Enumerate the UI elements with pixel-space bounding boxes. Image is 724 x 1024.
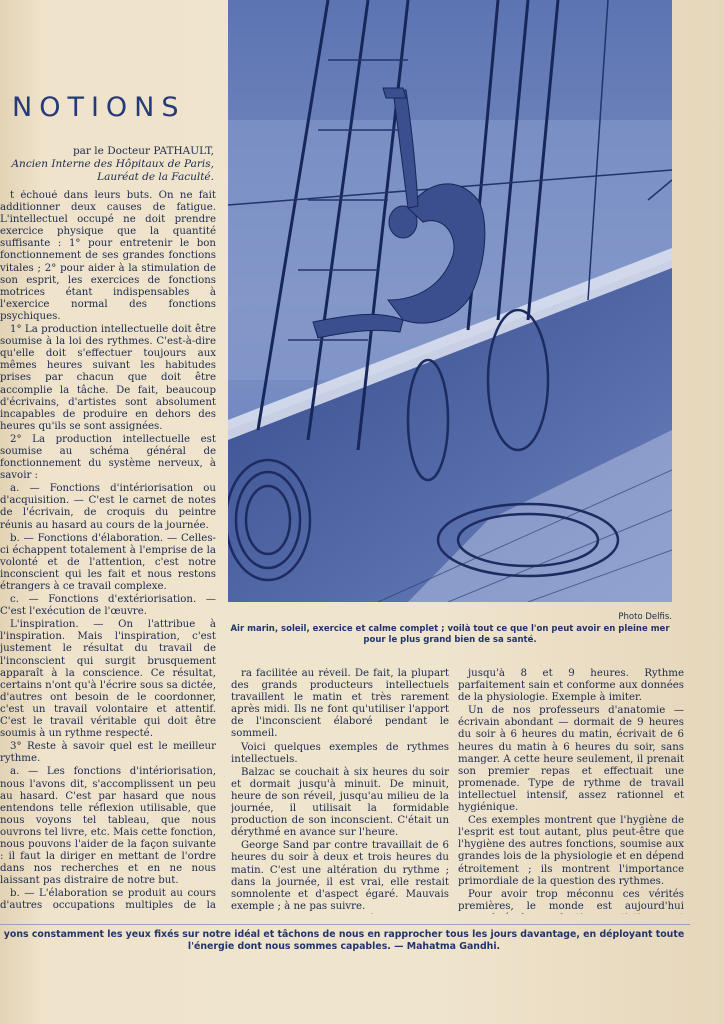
author-award: Lauréat de la Faculté.	[97, 171, 214, 183]
paragraph: jusqu'à 8 et 9 heures. Rythme parfaitement sain et conforme aux données de la physiologie. Exemple à imiter.	[458, 668, 684, 704]
author-name: par le Docteur PATHAULT,	[72, 145, 214, 157]
paragraph: Voici quelques exemples de rythmes intellectuels.	[231, 741, 449, 765]
photo-caption: Air marin, soleil, exercice et calme complet ; voilà tout ce que l'on peut avoir en pleine mer pour le plus grand bien de sa santé.	[230, 624, 670, 645]
paragraph: ra facilitée au réveil. De fait, la plupart des grands producteurs intellectuels travaillent le matin et très rarement après midi. Ils ne font qu'utiliser l'apport de l'inconscient élaboré pendant le sommeil.	[231, 668, 449, 740]
author-credential: Ancien Interne des Hôpitaux de Paris,	[11, 158, 214, 170]
paragraph: c. — Fonctions d'extériorisation. — C'est l'exécution de l'œuvre.	[0, 594, 216, 618]
divider	[0, 924, 690, 925]
author-byline	[0, 145, 214, 184]
paragraph: b. — Fonctions d'élaboration. — Celles-ci échappent totalement à l'emprise de la volonté et de l'attention, c'est notre inconscient qui les fait et nous restons étrangers à ce travail complexe.	[0, 532, 216, 592]
paragraph: Pour avoir trop méconnu ces vérités premières, le monde est aujourd'hui	[458, 888, 684, 912]
paragraph: a. — Fonctions d'intériorisation ou d'acquisition. — C'est le carnet de notes de l'écrivain, de croquis du peintre réunis au hasard au cours de la journée.	[0, 483, 216, 531]
paragraph: Ces exemples montrent que l'hygiène de l'esprit est tout autant, plus peut-être que l'hygiène des autres fonctions, soumise aux grandes lois de la physiologie et en dépend étroitement ; ils montrent l'importance primordiale de la question des rythmes.	[458, 815, 684, 887]
text-column-2	[231, 668, 449, 914]
article-title: NOTIONS	[12, 92, 186, 124]
paragraph: George Sand par contre travaillait de 6 heures du soir à deux et trois heures du matin. C'est une altération du rythme ; dans la journée, il est vrai, elle restait somnolente et d'aspect égaré. Mauvais exemple ; à ne pas suivre.	[231, 840, 449, 912]
photo-credit: Photo Delfis.	[618, 612, 672, 622]
paragraph: L'inspiration. — On l'attribue à l'inspiration. Mais l'inspiration, c'est justement le résultat du travail de l'inconscient qui surgit brusquement apparaît à la conscience. Ce résultat, certains n'ont qu'à l'écrire sous sa dictée, d'autres ont besoin de le coordonner, c'est un travail volontaire et attentif. C'est le travail véritable qui doit être soumis à un rythme respecté.	[0, 619, 216, 740]
paragraph: 2° La production intellectuelle est soumise au schéma général de fonctionnement du système nerveux, à savoir :	[0, 433, 216, 482]
paragraph: 3° Reste à savoir quel est le meilleur rythme.	[0, 741, 216, 765]
paragraph: a. — Les fonctions d'intériorisation, nous l'avons dit, s'accomplissent un peu au hasard. C'est par hasard que nous entendons telle réflexion utilisable, que nous voyons tel tableau, que nous ouvrons tel livre, etc. Mais cette fonction, nous pouvons l'aider de la façon suivante : il faut la diriger en mettant de l'ordre dans nos recherches et en ne nous laissant pas distraire de notre but.	[0, 766, 216, 887]
paragraph: 1° La production intellectuelle doit être soumise à la loi des rythmes. C'est-à-dire qu'elle doit s'effectuer toujours aux mêmes heures suivant les habitudes prises par chacun que doit être accomplie la tâche. De fait, beaucoup d'écrivains, d'artistes sont absolument incapables de produire en dehors des heures qu'ils se sont assignées.	[0, 324, 216, 432]
footer-quote: yons constamment les yeux fixés sur notre idéal et tâchons de nous en rapprocher tous les jours davantage, en déployant toute l'énergie dont nous sommes capables. — Mahatma Gandhi.	[3, 929, 685, 952]
paragraph: t échoué dans leurs buts. On ne fait additionner deux causes de fatigue. L'intellectuel occupé ne doit prendre exercice physique que la quantité suffisante : 1° pour entretenir le bon fonctionnement de ses grandes fonctions vitales ; 2° pour aider à la stimulation de son esprit, les exercices de fonctions motrices étant indispensables à l'exercice normal des fonctions psychiques.	[0, 190, 216, 322]
photo-sailboat-rigging	[228, 0, 672, 602]
paragraph: b. — L'élaboration se produit au cours d'autres occupations multiples de la	[0, 888, 216, 912]
paragraph: Balzac se couchait à six heures du soir et dormait jusqu'à minuit. De minuit, heure de son réveil, jusqu'au milieu de la journée, il utilisait la formidable production de son inconscient. C'était un dérythmé en avance sur l'heure.	[231, 766, 449, 839]
text-column-3	[458, 668, 684, 914]
text-column-1	[0, 190, 216, 912]
paragraph: Un de nos professeurs d'anatomie — écrivain abondant — dormait de 9 heures du soir à 6 heures du matin, écrivait de 6 heures du matin à 6 heures du soir, sans manger. A cette heure seulement, il prenait son premier repas et effectuait une promenade. Type de rythme de travail intellectuel intensif, assez rationnel et hygiénique.	[458, 705, 684, 814]
